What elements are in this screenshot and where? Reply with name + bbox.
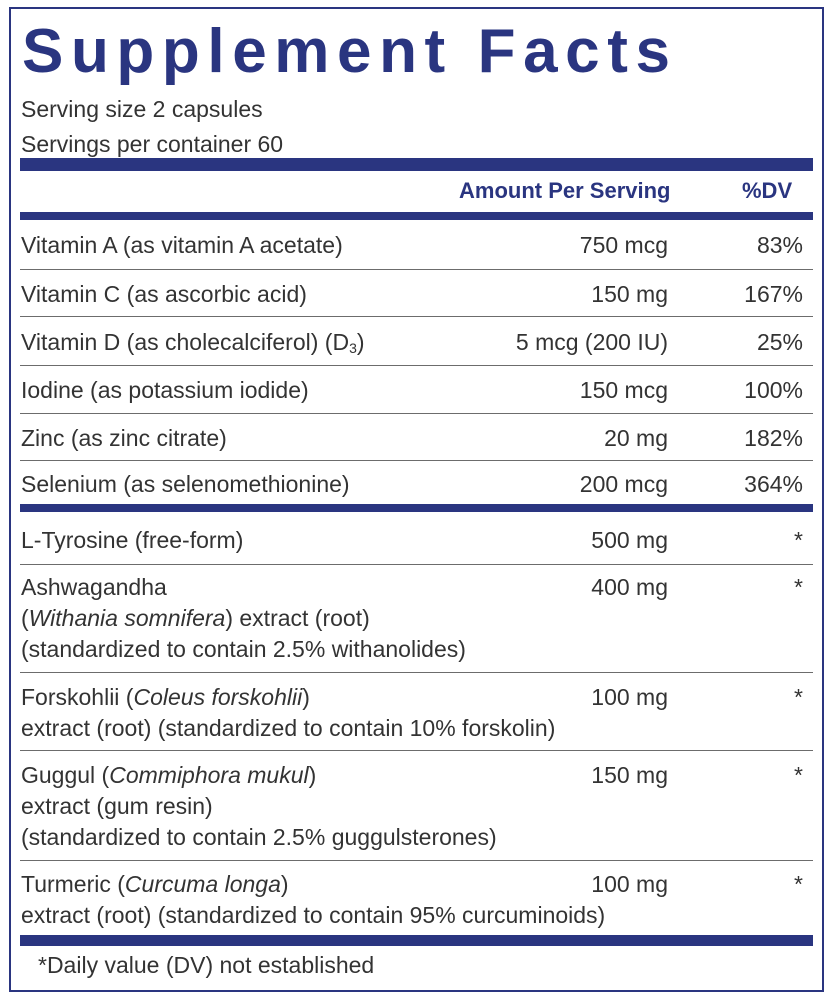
nutrient-amount: 20 mg xyxy=(604,425,668,451)
nutrient-name: Selenium (as selenomethionine) xyxy=(21,471,350,497)
ingredient-name xyxy=(21,760,581,853)
latin-name: Curcuma longa xyxy=(124,871,281,897)
nutrient-dv: 100% xyxy=(744,377,803,403)
ingredient-dv: * xyxy=(794,527,803,553)
ingredient-line xyxy=(21,760,581,791)
ingredient-line: (standardized to contain 2.5% withanolides) xyxy=(21,636,466,662)
ingredient-line-end: ) xyxy=(280,871,289,897)
section-thick-rule xyxy=(20,504,813,512)
footnote: *Daily value (DV) not established xyxy=(38,952,375,978)
nutrient-amount: 750 mcg xyxy=(579,232,668,258)
ingredient-amount: 500 mg xyxy=(591,527,668,553)
header-rule xyxy=(20,212,813,220)
ingredient-dv: * xyxy=(794,574,803,600)
ingredient-line-rest: ) extract (root) xyxy=(225,605,370,631)
ingredient-dv: * xyxy=(794,684,803,710)
nutrient-name: Vitamin C (as ascorbic acid) xyxy=(21,281,307,307)
row-divider xyxy=(20,269,813,270)
ingredient-amount: 400 mg xyxy=(591,574,668,600)
nutrient-name-end: ) xyxy=(356,329,365,355)
nutrient-name-text: Vitamin D (as cholecalciferol) (D xyxy=(21,329,350,355)
nutrient-dv: 364% xyxy=(744,471,803,497)
ingredient-dv: * xyxy=(794,762,803,788)
ingredient-line: extract (root) (standardized to contain 10% forskolin) xyxy=(21,715,556,741)
ingredient-amount: 100 mg xyxy=(591,871,668,897)
row-divider xyxy=(20,564,813,565)
row-divider xyxy=(20,460,813,461)
bottom-thick-rule xyxy=(20,935,813,946)
ingredient-name xyxy=(21,682,581,744)
nutrient-name: Iodine (as potassium iodide) xyxy=(21,377,309,403)
row-divider xyxy=(20,316,813,317)
nutrient-dv: 25% xyxy=(756,329,803,355)
latin-name: Commiphora mukul xyxy=(109,762,309,788)
ingredient-line-start: Turmeric ( xyxy=(21,871,125,897)
nutrient-dv: 182% xyxy=(744,425,803,451)
panel-title: Supplement Facts xyxy=(22,17,678,86)
ingredient-line: (standardized to contain 2.5% guggulsterones) xyxy=(21,824,497,850)
supplement-facts-panel xyxy=(9,7,824,992)
ingredient-line-start: Guggul ( xyxy=(21,762,110,788)
ingredient-line: L-Tyrosine (free-form) xyxy=(21,527,244,553)
ingredient-line-start: Forskohlii ( xyxy=(21,684,134,710)
ingredient-name xyxy=(21,572,581,665)
ingredient-line: extract (root) (standardized to contain 95% curcuminoids) xyxy=(21,902,606,928)
nutrient-name: Vitamin A (as vitamin A acetate) xyxy=(21,232,343,258)
dv-header: %DV xyxy=(742,178,793,203)
subscript-3: 3 xyxy=(349,340,357,356)
nutrient-amount: 200 mcg xyxy=(579,471,668,497)
nutrient-amount: 150 mg xyxy=(591,281,668,307)
serving-size: Serving size 2 capsules xyxy=(21,96,263,122)
row-divider xyxy=(20,672,813,673)
row-divider xyxy=(20,750,813,751)
latin-name: Withania somnifera xyxy=(28,605,226,631)
nutrient-amount: 150 mcg xyxy=(579,377,668,403)
ingredient-line: Ashwagandha xyxy=(21,574,167,600)
nutrient-name: Zinc (as zinc citrate) xyxy=(21,425,227,451)
row-divider xyxy=(20,860,813,861)
ingredient-line xyxy=(21,869,581,900)
ingredient-amount: 150 mg xyxy=(591,762,668,788)
nutrient-dv: 167% xyxy=(744,281,803,307)
ingredient-name xyxy=(21,525,581,556)
amount-per-serving-header: Amount Per Serving xyxy=(459,178,671,203)
latin-name: Coleus forskohlii xyxy=(133,684,303,710)
ingredient-line: (Withania somnifera) extract (root) xyxy=(21,605,370,631)
ingredient-name xyxy=(21,869,606,931)
row-divider xyxy=(20,413,813,414)
nutrient-amount: 5 mcg (200 IU) xyxy=(515,329,668,355)
ingredient-line xyxy=(21,682,581,713)
ingredient-line-end: ) xyxy=(308,762,317,788)
top-thick-rule xyxy=(20,158,813,171)
row-divider xyxy=(20,365,813,366)
ingredient-amount: 100 mg xyxy=(591,684,668,710)
nutrient-dv: 83% xyxy=(756,232,803,258)
nutrient-name xyxy=(21,327,581,358)
ingredient-dv: * xyxy=(794,871,803,897)
ingredient-line: extract (gum resin) xyxy=(21,793,213,819)
ingredient-line-end: ) xyxy=(302,684,310,710)
servings-per-container: Servings per container 60 xyxy=(21,131,284,157)
